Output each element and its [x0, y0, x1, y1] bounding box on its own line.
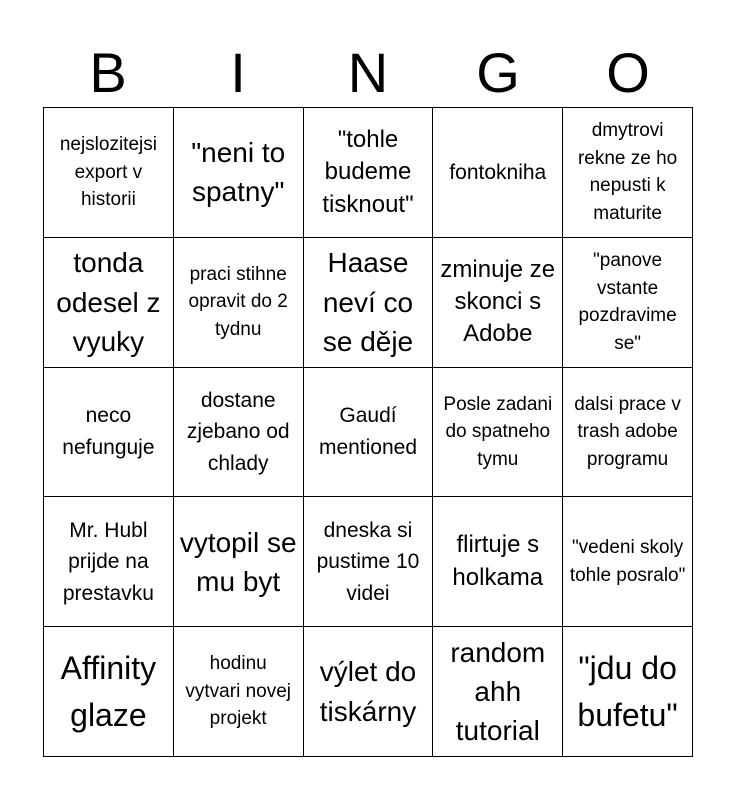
bingo-cell-r3-c4[interactable]: Posle zadani do spatneho tymu — [433, 368, 563, 498]
bingo-cell-r3-c2[interactable]: dostane zjebano od chlady — [174, 368, 304, 498]
bingo-cell-r1-c4[interactable]: fontokniha — [433, 108, 563, 238]
bingo-cell-r5-c2[interactable]: hodinu vytvari novej projekt — [174, 627, 304, 757]
bingo-cell-r4-c2[interactable]: vytopil se mu byt — [174, 497, 304, 627]
bingo-cell-r1-c3[interactable]: "tohle budeme tisknout" — [304, 108, 434, 238]
bingo-cell-r5-c4[interactable]: random ahh tutorial — [433, 627, 563, 757]
bingo-cell-r5-c1[interactable]: Affinity glaze — [44, 627, 174, 757]
header-letter-g: G — [476, 41, 520, 104]
header-letter-i: I — [230, 41, 246, 104]
bingo-cell-r1-c2[interactable]: "neni to spatny" — [174, 108, 304, 238]
bingo-cell-r4-c1[interactable]: Mr. Hubl prijde na prestavku — [44, 497, 174, 627]
bingo-cell-r2-c1[interactable]: tonda odesel z vyuky — [44, 238, 174, 368]
bingo-cell-r2-c2[interactable]: praci stihne opravit do 2 tydnu — [174, 238, 304, 368]
bingo-cell-r3-c1[interactable]: neco nefunguje — [44, 368, 174, 498]
bingo-cell-r4-c4[interactable]: flirtuje s holkama — [433, 497, 563, 627]
header-letter-b: B — [89, 41, 127, 104]
bingo-cell-r5-c5[interactable]: "jdu do bufetu" — [563, 627, 693, 757]
bingo-cell-r5-c3[interactable]: výlet do tiskárny — [304, 627, 434, 757]
bingo-cell-r2-c5[interactable]: "panove vstante pozdravime se" — [563, 238, 693, 368]
header-letter-n: N — [347, 41, 389, 104]
bingo-cell-r3-c5[interactable]: dalsi prace v trash adobe programu — [563, 368, 693, 498]
bingo-cell-r2-c4[interactable]: zminuje ze skonci s Adobe — [433, 238, 563, 368]
bingo-cell-r4-c5[interactable]: "vedeni skoly tohle posralo" — [563, 497, 693, 627]
bingo-cell-r1-c1[interactable]: nejslozitejsi export v historii — [44, 108, 174, 238]
bingo-cell-r2-c3[interactable]: Haase neví co se děje — [304, 238, 434, 368]
bingo-cell-r4-c3[interactable]: dneska si pustime 10 videi — [304, 497, 434, 627]
bingo-cell-r1-c5[interactable]: dmytrovi rekne ze ho nepusti k maturite — [563, 108, 693, 238]
header-letter-o: O — [606, 41, 650, 104]
bingo-card-grid — [43, 107, 693, 757]
bingo-header — [43, 38, 693, 108]
bingo-cell-r3-c3[interactable]: Gaudí mentioned — [304, 368, 434, 498]
